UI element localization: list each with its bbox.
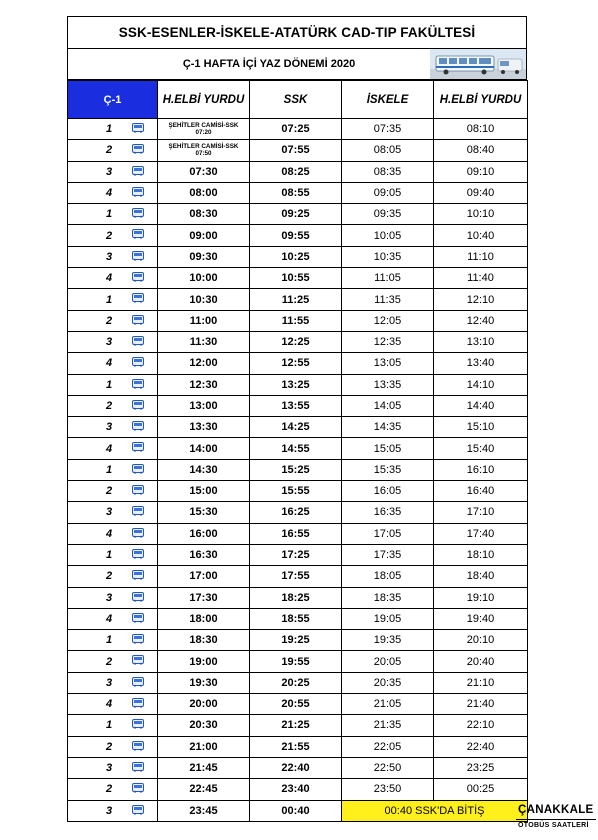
- table-row: [68, 310, 528, 331]
- bus-icon: [132, 229, 144, 239]
- time-iskele: 16:35: [342, 502, 434, 523]
- bus-icon: [132, 528, 144, 538]
- time-h-elbi-yurdu-return: 11:10: [434, 246, 528, 267]
- departure-h-elbi-yurdu: 07:30: [158, 161, 250, 182]
- table-row: [68, 566, 528, 587]
- trip-number: [68, 544, 158, 565]
- departure-h-elbi-yurdu: 21:45: [158, 757, 250, 778]
- time-ssk: 09:55: [250, 225, 342, 246]
- time-ssk: 14:55: [250, 438, 342, 459]
- time-iskele: 12:35: [342, 331, 434, 352]
- trip-number: [68, 587, 158, 608]
- trip-number-label: 1: [106, 549, 113, 562]
- time-iskele: 11:05: [342, 268, 434, 289]
- time-iskele: 10:05: [342, 225, 434, 246]
- time-h-elbi-yurdu-return: 16:40: [434, 481, 528, 502]
- table-row: [68, 225, 528, 246]
- time-ssk: 16:55: [250, 523, 342, 544]
- time-iskele: 19:05: [342, 608, 434, 629]
- trip-number: [68, 161, 158, 182]
- table-row: [68, 289, 528, 310]
- table-row: [68, 736, 528, 757]
- time-h-elbi-yurdu-return: 19:10: [434, 587, 528, 608]
- trip-number-label: 2: [106, 144, 113, 157]
- trip-number-label: 3: [106, 676, 113, 689]
- time-iskele: 13:05: [342, 353, 434, 374]
- table-row: [68, 608, 528, 629]
- trip-number-label: 1: [106, 378, 113, 391]
- departure-h-elbi-yurdu: 11:30: [158, 331, 250, 352]
- table-row: [68, 757, 528, 778]
- trip-number-label: 3: [106, 421, 113, 434]
- time-iskele: 20:35: [342, 672, 434, 693]
- departure-h-elbi-yurdu: 15:00: [158, 481, 250, 502]
- bus-icon: [132, 634, 144, 644]
- time-iskele: 19:35: [342, 630, 434, 651]
- time-h-elbi-yurdu-return: 12:40: [434, 310, 528, 331]
- time-iskele: 20:05: [342, 651, 434, 672]
- trip-number-label: 4: [106, 612, 113, 625]
- trip-number-label: 2: [106, 740, 113, 753]
- trip-number: [68, 438, 158, 459]
- trip-number: [68, 672, 158, 693]
- table-row: [68, 715, 528, 736]
- schedule-subtitle: Ç-1 HAFTA İÇİ YAZ DÖNEMİ 2020: [182, 58, 356, 70]
- trip-number: [68, 140, 158, 161]
- time-iskele: 22:50: [342, 757, 434, 778]
- departure-h-elbi-yurdu: 18:30: [158, 630, 250, 651]
- time-iskele: 17:05: [342, 523, 434, 544]
- time-iskele: 13:35: [342, 374, 434, 395]
- table-row: [68, 651, 528, 672]
- table-row: [68, 544, 528, 565]
- time-h-elbi-yurdu-return: 23:25: [434, 757, 528, 778]
- time-iskele: 10:35: [342, 246, 434, 267]
- route-header: Ç-1: [68, 81, 158, 119]
- departure-h-elbi-yurdu: 14:30: [158, 459, 250, 480]
- table-row: [68, 204, 528, 225]
- time-ssk: 08:25: [250, 161, 342, 182]
- time-h-elbi-yurdu-return: 12:10: [434, 289, 528, 310]
- time-ssk: 23:40: [250, 779, 342, 800]
- bus-icon: [132, 123, 144, 133]
- trip-number-label: 2: [106, 400, 113, 412]
- canakkale-logo: [516, 800, 598, 840]
- time-ssk: 10:25: [250, 246, 342, 267]
- time-ssk: 07:25: [250, 119, 342, 140]
- table-row: [68, 395, 528, 416]
- trip-number-label: 3: [106, 336, 113, 349]
- table-row: [68, 353, 528, 374]
- trip-number: [68, 800, 158, 821]
- col-header-h-elbi-yurdu: H.ELBİ YURDU: [158, 81, 250, 119]
- table-row: [68, 417, 528, 438]
- trip-number: [68, 353, 158, 374]
- table-row: [68, 502, 528, 523]
- time-h-elbi-yurdu-return: 15:40: [434, 438, 528, 459]
- bus-icon: [132, 315, 144, 325]
- time-iskele: 08:05: [342, 140, 434, 161]
- departure-h-elbi-yurdu: 09:00: [158, 225, 250, 246]
- logo-line-2: OTOBÜS SAATLERİ: [518, 822, 589, 829]
- trip-number: [68, 310, 158, 331]
- departure-h-elbi-yurdu: 12:00: [158, 353, 250, 374]
- table-row: [68, 119, 528, 140]
- trip-number-label: 1: [106, 123, 113, 136]
- table-row: [68, 779, 528, 800]
- time-iskele: 15:05: [342, 438, 434, 459]
- time-ssk: 22:40: [250, 757, 342, 778]
- table-row: [68, 630, 528, 651]
- time-h-elbi-yurdu-return: 09:40: [434, 182, 528, 203]
- trip-number-label: 1: [106, 634, 113, 647]
- time-h-elbi-yurdu-return: 19:40: [434, 608, 528, 629]
- trip-number: [68, 651, 158, 672]
- trip-number-label: 2: [106, 314, 113, 327]
- trip-number-label: 4: [106, 187, 113, 200]
- departure-h-elbi-yurdu: 08:00: [158, 182, 250, 203]
- time-iskele: 14:35: [342, 417, 434, 438]
- departure-h-elbi-yurdu: 10:00: [158, 268, 250, 289]
- trip-number: [68, 289, 158, 310]
- trip-number: [68, 523, 158, 544]
- time-ssk: 18:55: [250, 608, 342, 629]
- trip-number-label: 3: [106, 506, 113, 519]
- trip-number-label: 1: [106, 463, 113, 476]
- time-ssk: 12:55: [250, 353, 342, 374]
- trip-number: [68, 630, 158, 651]
- bus-icon: [132, 293, 144, 303]
- bus-icon: [132, 762, 144, 772]
- time-h-elbi-yurdu-return: 18:40: [434, 566, 528, 587]
- time-h-elbi-yurdu-return: 21:40: [434, 694, 528, 715]
- trip-number: [68, 459, 158, 480]
- trip-number-label: 1: [106, 719, 113, 732]
- col-header-ssk: SSK: [250, 81, 342, 119]
- timetable-sheet: [67, 16, 527, 822]
- bus-icon: [132, 464, 144, 474]
- time-ssk: 17:25: [250, 544, 342, 565]
- departure-h-elbi-yurdu: ŞEHİTLER CAMİSİ-SSK 07:20: [158, 119, 250, 140]
- bus-icon: [132, 272, 144, 282]
- bus-icon: [132, 549, 144, 559]
- time-ssk: 08:55: [250, 182, 342, 203]
- departure-h-elbi-yurdu: 15:30: [158, 502, 250, 523]
- time-ssk: 16:25: [250, 502, 342, 523]
- table-row: [68, 438, 528, 459]
- table-row: [68, 672, 528, 693]
- trip-number-label: 3: [106, 804, 113, 817]
- trip-number: [68, 268, 158, 289]
- trip-number: [68, 395, 158, 416]
- time-h-elbi-yurdu-return: 08:40: [434, 140, 528, 161]
- table-row: [68, 246, 528, 267]
- time-h-elbi-yurdu-return: 09:10: [434, 161, 528, 182]
- trip-number-label: 2: [106, 655, 113, 668]
- trip-number: [68, 417, 158, 438]
- bus-icon: [132, 655, 144, 665]
- time-h-elbi-yurdu-return: 16:10: [434, 459, 528, 480]
- time-ssk: 11:55: [250, 310, 342, 331]
- time-iskele: 17:35: [342, 544, 434, 565]
- time-h-elbi-yurdu-return: 08:10: [434, 119, 528, 140]
- time-ssk: 17:55: [250, 566, 342, 587]
- time-iskele: 22:05: [342, 736, 434, 757]
- page-title: SSK-ESENLER-İSKELE-ATATÜRK CAD-TIP FAKÜLTESİ: [67, 16, 527, 48]
- table-row: [68, 523, 528, 544]
- time-h-elbi-yurdu-return: 17:40: [434, 523, 528, 544]
- time-iskele: 21:35: [342, 715, 434, 736]
- table-row: [68, 182, 528, 203]
- bus-picture: [430, 49, 526, 79]
- trip-number-label: 2: [106, 783, 113, 796]
- bus-icon: [132, 251, 144, 261]
- time-h-elbi-yurdu-return: 00:25: [434, 779, 528, 800]
- time-ssk: 10:55: [250, 268, 342, 289]
- bus-icon: [132, 783, 144, 793]
- bus-icon: [132, 400, 144, 410]
- departure-h-elbi-yurdu: 19:00: [158, 651, 250, 672]
- logo-divider: [516, 819, 596, 820]
- table-row: [68, 161, 528, 182]
- time-ssk: 09:25: [250, 204, 342, 225]
- time-iskele: 15:35: [342, 459, 434, 480]
- time-ssk: 00:40: [250, 800, 342, 821]
- table-row: [68, 140, 528, 161]
- table-row: [68, 800, 528, 821]
- trip-number: [68, 374, 158, 395]
- bus-icon: [132, 805, 144, 815]
- logo-line-1: ÇANAKKALE: [518, 804, 594, 816]
- time-ssk: 12:25: [250, 331, 342, 352]
- time-iskele: 18:05: [342, 566, 434, 587]
- table-row: [68, 694, 528, 715]
- time-ssk: 11:25: [250, 289, 342, 310]
- time-h-elbi-yurdu-return: 20:40: [434, 651, 528, 672]
- departure-h-elbi-yurdu: 18:00: [158, 608, 250, 629]
- subtitle-row: [67, 48, 527, 80]
- trip-number: [68, 225, 158, 246]
- time-h-elbi-yurdu-return: 14:10: [434, 374, 528, 395]
- bus-icon: [132, 336, 144, 346]
- departure-h-elbi-yurdu: 11:00: [158, 310, 250, 331]
- time-iskele: 08:35: [342, 161, 434, 182]
- time-h-elbi-yurdu-return: 15:10: [434, 417, 528, 438]
- time-h-elbi-yurdu-return: 21:10: [434, 672, 528, 693]
- bus-icon: [132, 570, 144, 580]
- trip-number: [68, 757, 158, 778]
- time-ssk: 20:25: [250, 672, 342, 693]
- end-note: 00:40 SSK'DA BİTİŞ: [342, 800, 528, 821]
- time-ssk: 13:55: [250, 395, 342, 416]
- trip-number-label: 3: [106, 250, 113, 263]
- trip-number: [68, 566, 158, 587]
- time-h-elbi-yurdu-return: 22:40: [434, 736, 528, 757]
- time-ssk: 14:25: [250, 417, 342, 438]
- time-h-elbi-yurdu-return: 13:10: [434, 331, 528, 352]
- bus-icon: [132, 357, 144, 367]
- departure-h-elbi-yurdu: 08:30: [158, 204, 250, 225]
- time-iskele: 16:05: [342, 481, 434, 502]
- trip-number-label: 1: [106, 293, 113, 306]
- departure-h-elbi-yurdu: 12:30: [158, 374, 250, 395]
- time-h-elbi-yurdu-return: 14:40: [434, 395, 528, 416]
- departure-h-elbi-yurdu: 17:30: [158, 587, 250, 608]
- departure-h-elbi-yurdu: 16:00: [158, 523, 250, 544]
- departure-h-elbi-yurdu: 21:00: [158, 736, 250, 757]
- header-row: [68, 81, 528, 119]
- time-iskele: 14:05: [342, 395, 434, 416]
- bus-icon: [132, 592, 144, 602]
- bus-icon: [132, 442, 144, 452]
- bus-icon: [132, 613, 144, 623]
- departure-h-elbi-yurdu: 20:30: [158, 715, 250, 736]
- time-ssk: 19:25: [250, 630, 342, 651]
- bus-icon: [132, 677, 144, 687]
- time-h-elbi-yurdu-return: 10:40: [434, 225, 528, 246]
- timetable: [67, 80, 528, 822]
- departure-h-elbi-yurdu: 22:45: [158, 779, 250, 800]
- departure-h-elbi-yurdu: 19:30: [158, 672, 250, 693]
- trip-number-label: 4: [106, 272, 113, 285]
- trip-number-label: 2: [106, 485, 113, 498]
- bus-icon: [132, 698, 144, 708]
- trip-number: [68, 246, 158, 267]
- trip-number: [68, 331, 158, 352]
- trip-number-label: 4: [106, 527, 113, 540]
- table-row: [68, 331, 528, 352]
- time-ssk: 21:25: [250, 715, 342, 736]
- trip-number: [68, 481, 158, 502]
- departure-h-elbi-yurdu: 13:00: [158, 395, 250, 416]
- bus-icon: [132, 506, 144, 516]
- bus-icon: [132, 485, 144, 495]
- trip-number: [68, 204, 158, 225]
- trip-number-label: 2: [106, 570, 113, 583]
- trip-number-label: 2: [106, 229, 113, 242]
- departure-h-elbi-yurdu: ŞEHİTLER CAMİSİ-SSK 07:50: [158, 140, 250, 161]
- departure-h-elbi-yurdu: 20:00: [158, 694, 250, 715]
- bus-icon: [132, 421, 144, 431]
- time-iskele: 09:05: [342, 182, 434, 203]
- time-h-elbi-yurdu-return: 17:10: [434, 502, 528, 523]
- trip-number: [68, 608, 158, 629]
- time-h-elbi-yurdu-return: 10:10: [434, 204, 528, 225]
- trip-number: [68, 502, 158, 523]
- time-ssk: 20:55: [250, 694, 342, 715]
- trip-number: [68, 736, 158, 757]
- departure-h-elbi-yurdu: 23:45: [158, 800, 250, 821]
- table-row: [68, 481, 528, 502]
- time-ssk: 13:25: [250, 374, 342, 395]
- time-ssk: 07:55: [250, 140, 342, 161]
- time-iskele: 12:05: [342, 310, 434, 331]
- departure-h-elbi-yurdu: 09:30: [158, 246, 250, 267]
- trip-number-label: 3: [106, 165, 113, 178]
- time-iskele: 11:35: [342, 289, 434, 310]
- table-row: [68, 587, 528, 608]
- bus-icon: [132, 144, 144, 154]
- time-iskele: 23:50: [342, 779, 434, 800]
- trip-number-label: 3: [106, 762, 113, 775]
- time-ssk: 15:55: [250, 481, 342, 502]
- time-h-elbi-yurdu-return: 22:10: [434, 715, 528, 736]
- col-header-iskele: İSKELE: [342, 81, 434, 119]
- time-iskele: 07:35: [342, 119, 434, 140]
- trip-number-label: 3: [106, 591, 113, 604]
- time-h-elbi-yurdu-return: 20:10: [434, 630, 528, 651]
- departure-h-elbi-yurdu: 10:30: [158, 289, 250, 310]
- time-h-elbi-yurdu-return: 11:40: [434, 268, 528, 289]
- trip-number-label: 4: [106, 442, 113, 455]
- bus-icon: [132, 208, 144, 218]
- trip-number-label: 4: [106, 698, 113, 711]
- trip-number: [68, 715, 158, 736]
- time-iskele: 09:35: [342, 204, 434, 225]
- trip-number: [68, 779, 158, 800]
- bus-icon: [132, 379, 144, 389]
- departure-h-elbi-yurdu: 13:30: [158, 417, 250, 438]
- time-ssk: 19:55: [250, 651, 342, 672]
- table-row: [68, 459, 528, 480]
- time-ssk: 21:55: [250, 736, 342, 757]
- trip-number-label: 1: [106, 208, 113, 221]
- time-ssk: 15:25: [250, 459, 342, 480]
- bus-icon: [132, 719, 144, 729]
- departure-h-elbi-yurdu: 14:00: [158, 438, 250, 459]
- table-row: [68, 374, 528, 395]
- bus-icon: [132, 741, 144, 751]
- trip-number: [68, 694, 158, 715]
- time-ssk: 18:25: [250, 587, 342, 608]
- trip-number-label: 4: [106, 357, 113, 370]
- time-iskele: 21:05: [342, 694, 434, 715]
- departure-h-elbi-yurdu: 17:00: [158, 566, 250, 587]
- trip-number: [68, 119, 158, 140]
- table-row: [68, 268, 528, 289]
- bus-icon: [132, 187, 144, 197]
- time-iskele: 18:35: [342, 587, 434, 608]
- time-h-elbi-yurdu-return: 18:10: [434, 544, 528, 565]
- departure-h-elbi-yurdu: 16:30: [158, 544, 250, 565]
- bus-icon: [132, 166, 144, 176]
- trip-number: [68, 182, 158, 203]
- time-h-elbi-yurdu-return: 13:40: [434, 353, 528, 374]
- col-header-h-elbi-yurdu-return: H.ELBİ YURDU: [434, 81, 528, 119]
